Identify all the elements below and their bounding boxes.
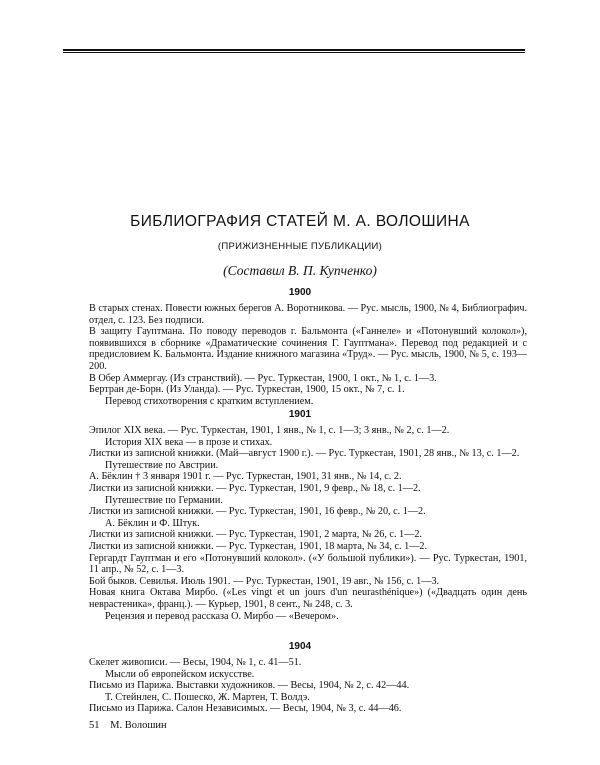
- page-subtitle: (ПРИЖИЗНЕННЫЕ ПУБЛИКАЦИИ): [217, 241, 383, 252]
- bibliography-entry: Новая книга Октава Мирбо. («Les vingt et un jours d'un neurasthénique») («Двадцать один день неврастеника», франц.). — Курьер, 1901, 8 сент., № 248, с. 3.: [89, 587, 527, 610]
- bibliography-entry: Листки из записной книжки. — Рус. Туркестан, 1901, 9 февр., № 18, с. 1—2.: [89, 482, 421, 494]
- bibliography-entry: Листки из записной книжки. — Рус. Туркестан, 1901, 18 марта, № 34, с. 1—2.: [89, 540, 428, 552]
- bibliography-entry: Письмо из Парижа. Салон Независимых. — Весы, 1904, № 3, с. 44—46.: [89, 703, 402, 715]
- bibliography-note: Мысли об европейском искусстве.: [105, 668, 255, 680]
- bibliography-note: История XIX века — в прозе и стихах.: [105, 436, 273, 448]
- bibliography-note: Рецензия и перевод рассказа О. Мирбо — «Вечером».: [105, 610, 339, 622]
- bibliography-entry: Бертран де-Борн. (Из Уланда). — Рус. Туркестан, 1900, 15 окт., № 7, с. 1.: [89, 384, 405, 396]
- bibliography-note: Т. Стейнлен, С. Пошеско, Ж. Мартен, Т. Волдэ.: [105, 691, 310, 703]
- bibliography-note: А. Бёклин и Ф. Штук.: [105, 517, 200, 529]
- page-title: БИБЛИОГРАФИЯ СТАТЕЙ М. А. ВОЛОШИНА: [130, 213, 470, 230]
- year-heading-1900: 1900: [288, 287, 312, 298]
- bibliography-entry: В старых стенах. Повести южных берегов А. Воротникова. — Рус. мысль, 1900, № 4, Библиографич. отдел, с. 123. Без подписи.: [89, 303, 527, 326]
- entries-1901: [89, 425, 527, 622]
- year-heading-1901: 1901: [288, 409, 312, 420]
- year-heading-1904: 1904: [288, 641, 312, 652]
- bibliography-entry: Бой быков. Севилья. Июль 1901. — Рус. Туркестан, 1901, 19 авг., № 156, с. 1—3.: [89, 575, 440, 587]
- entries-1904: [89, 657, 527, 715]
- bibliography-note: Перевод стихотворения с кратким вступлением.: [105, 395, 314, 407]
- bibliography-entry: Эпилог XIX века. — Рус. Туркестан, 1901, 1 янв., № 1, с. 1—3; 3 янв., № 2, с. 1—2.: [89, 425, 450, 436]
- bibliography-entry: Листки из записной книжки. (Май—август 1900 г.). — Рус. Туркестан, 1901, 28 янв., № 13, с. 1—2.: [89, 448, 520, 460]
- page-footer: [89, 720, 175, 731]
- bibliography-entry: В Обер Аммергау. (Из странствий). — Рус. Туркестан, 1900, 1 окт., № 1, с. 1—3.: [89, 372, 437, 384]
- bibliography-entry: Скелет живописи. — Весы, 1904, № 1, с. 41—51.: [89, 657, 302, 668]
- running-title: М. Волошин: [110, 720, 167, 731]
- bibliography-entry: Гергардт Гауптман и его «Потонувший колокол». («У большой публики»). — Рус. Туркестан, 1901, 11 апр., № 52, с. 1—3.: [89, 552, 527, 576]
- bibliography-entry: Письмо из Парижа. Выставки художников. — Весы, 1904, № 2, с. 42—44.: [89, 680, 410, 692]
- entries-1900: [89, 303, 527, 407]
- bibliography-entry: В защиту Гауптмана. По поводу переводов г. Бальмонта («Ганнеле» и «Потонувший колокол»), появившихся в сборнике «Драматические сочинения Г. Гауптмана». Перевод под редакцией и с предисловием К. Бальмонта. Издание книжного магазина «Труд». — Рус. мысль, 1900, № 5, с. 193—200.: [89, 326, 527, 372]
- bibliography-entry: Листки из записной книжки. — Рус. Туркестан, 1901, 2 марта, № 26, с. 1—2.: [89, 529, 422, 541]
- page-number: 51: [89, 720, 100, 731]
- bibliography-entry: А. Бёклин † 3 января 1901 г. — Рус. Туркестан, 1901, 31 янв., № 14, с. 2.: [89, 471, 402, 483]
- compiler-credit: (Составил В. П. Купченко): [223, 263, 377, 278]
- bibliography-entry: Листки из записной книжки. — Рус. Туркестан, 1901, 16 февр., № 20, с. 1—2.: [89, 506, 426, 518]
- bibliography-note: Путешествие по Германии.: [105, 494, 223, 506]
- bibliography-note: Путешествие по Австрии.: [105, 459, 219, 471]
- top-rule: [63, 49, 525, 53]
